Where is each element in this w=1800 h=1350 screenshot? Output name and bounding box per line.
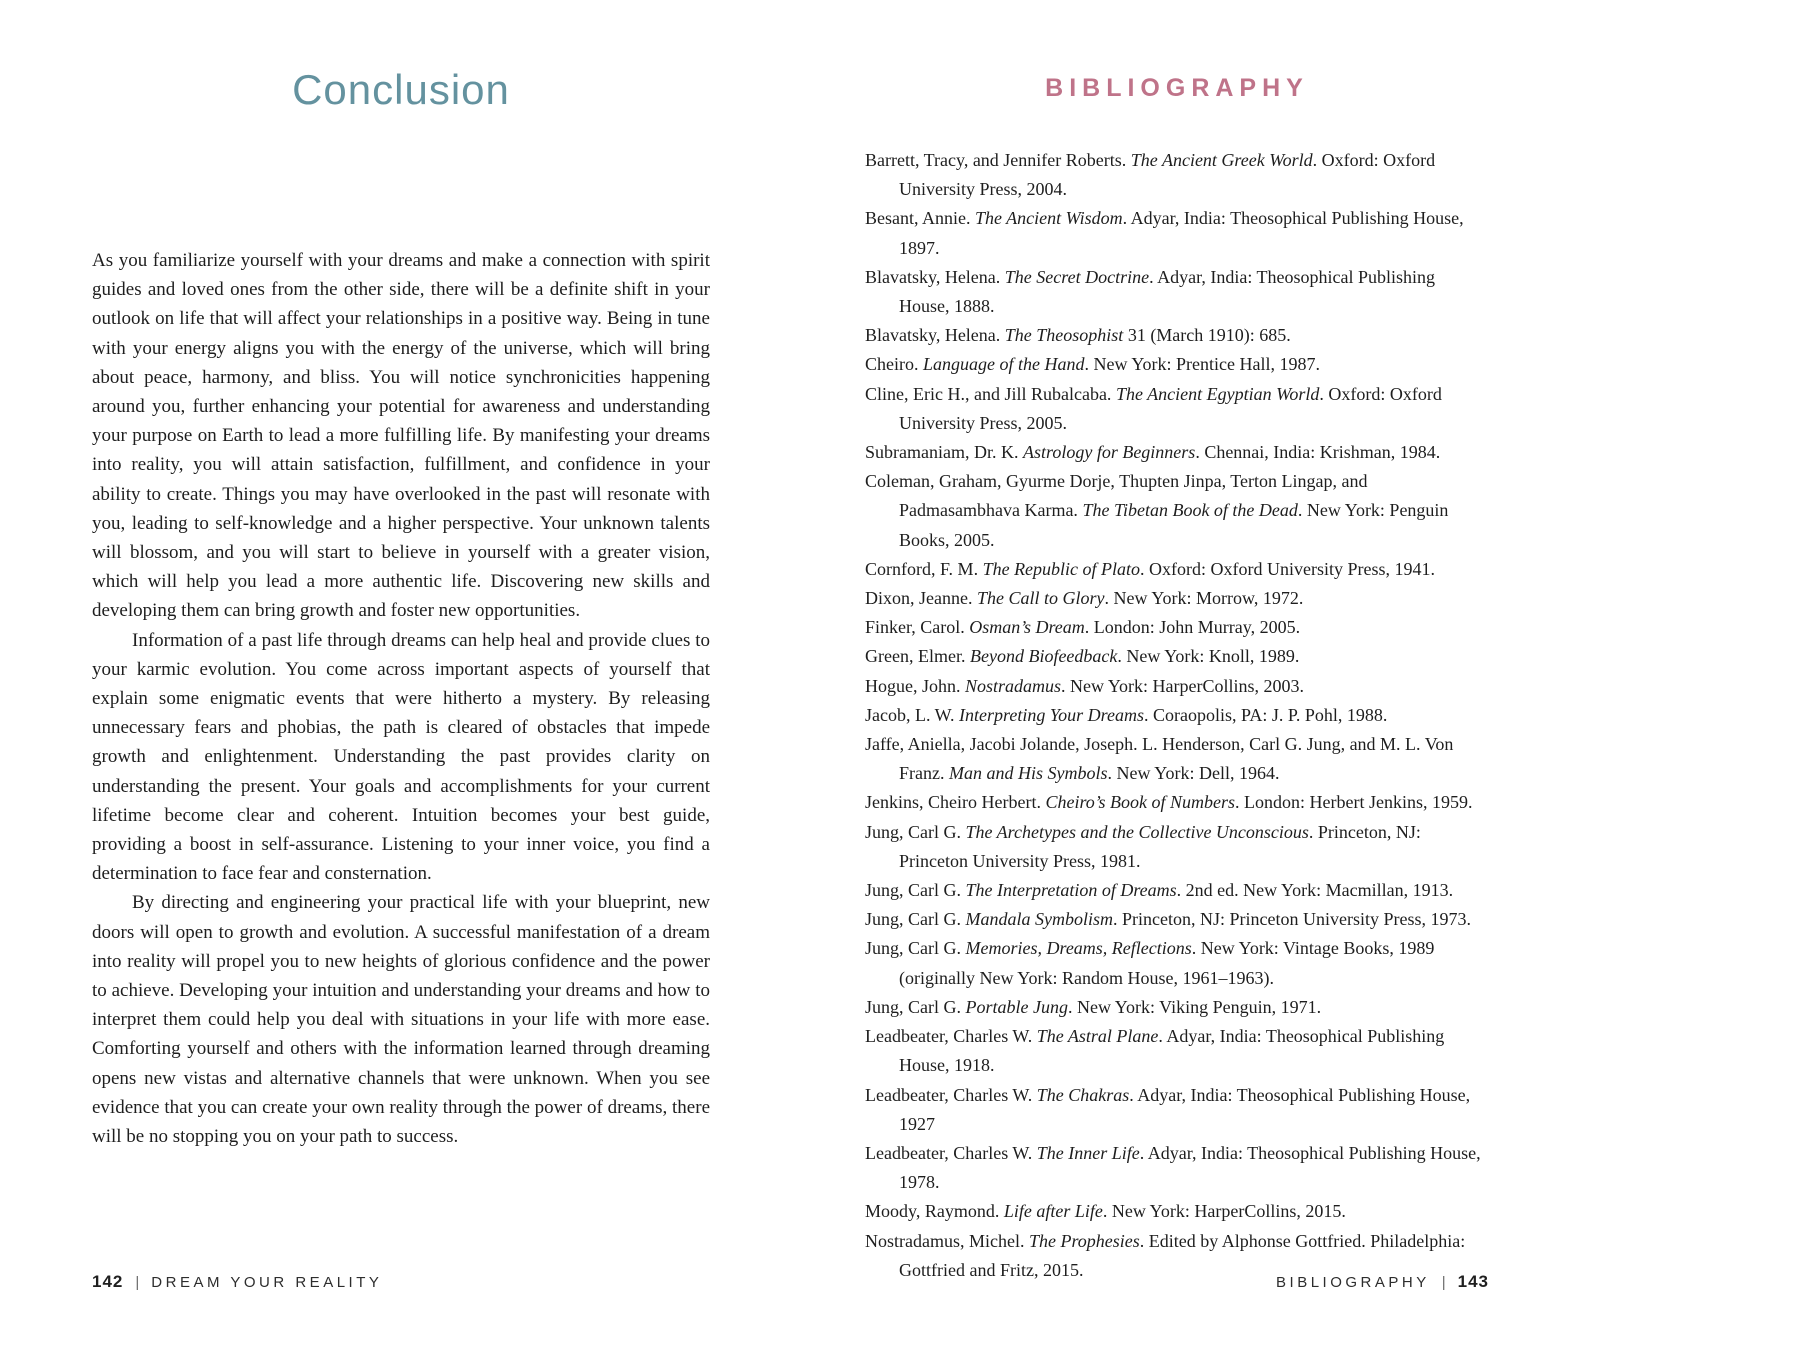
entry-publication: . London: Herbert Jenkins, 1959. <box>1234 792 1473 813</box>
entry-publication: . New York: Morrow, 1972. <box>1104 588 1304 609</box>
page-conclusion <box>92 0 710 1350</box>
entry-publication: . Adyar, India: Theosophical Publishing House, 1897. <box>899 208 1464 258</box>
bibliography-entry <box>865 934 1489 992</box>
bibliography-entry <box>865 672 1489 701</box>
entry-authors: Jung, Carl G. <box>865 880 966 901</box>
entry-title: Portable Jung <box>965 996 1068 1017</box>
entry-title: Mandala Symbolism <box>965 909 1113 930</box>
entry-authors: Barrett, Tracy, and Jennifer Roberts. <box>865 150 1131 170</box>
entry-publication: . London: John Murray, 2005. <box>1084 617 1301 638</box>
entry-title: The Prophesies <box>1028 1230 1140 1251</box>
entry-publication: . New York: Knoll, 1989. <box>1117 646 1300 667</box>
footer-separator: | <box>135 1274 140 1291</box>
bibliography-entry <box>865 905 1489 934</box>
running-title-right: BIBLIOGRAPHY <box>1276 1274 1430 1291</box>
entry-title: Interpreting Your Dreams <box>959 704 1145 725</box>
bibliography-entry <box>865 380 1489 438</box>
entry-publication: . Edited by Alphonse Gottfried. Philadelphia: Gottfried and Fritz, 2015. <box>899 1230 1466 1280</box>
bibliography-heading: BIBLIOGRAPHY <box>1045 74 1309 102</box>
entry-title: The Astral Plane <box>1036 1026 1159 1047</box>
entry-title: The Call to Glory <box>976 588 1105 609</box>
bibliography-entry <box>865 701 1489 730</box>
entry-title: The Republic of Plato <box>982 558 1141 579</box>
entry-publication: . Chennai, India: Krishman, 1984. <box>1195 442 1441 463</box>
entry-publication: . Adyar, India: Theosophical Publishing House, 1927 <box>899 1084 1471 1134</box>
bibliography-entry <box>865 788 1489 817</box>
entry-publication: . Adyar, India: Theosophical Publishing House, 1918. <box>899 1026 1445 1076</box>
bibliography-entry <box>865 876 1489 905</box>
bibliography-entry <box>865 642 1489 671</box>
entry-publication: . New York: HarperCollins, 2003. <box>1061 675 1305 696</box>
entry-authors: Subramaniam, Dr. K. <box>865 442 1023 463</box>
entry-authors: Jung, Carl G. <box>865 821 966 842</box>
entry-authors: Cheiro. <box>865 354 923 375</box>
entry-title: Memories, Dreams, Reflections <box>965 938 1192 959</box>
entry-publication: 31 (March 1910): 685. <box>1123 325 1291 346</box>
entry-authors: Cline, Eric H., and Jill Rubalcaba. <box>865 383 1116 404</box>
entry-title: Man and His Symbols <box>948 763 1108 784</box>
conclusion-body <box>92 246 710 1151</box>
entry-authors: Besant, Annie. <box>865 208 975 229</box>
entry-title: Osman’s Dream <box>969 617 1085 638</box>
entry-title: The Secret Doctrine <box>1004 266 1150 287</box>
bibliography-entry <box>865 584 1489 613</box>
bibliography-entry <box>865 613 1489 642</box>
paragraph: As you familiarize yourself with your dreams and make a connection with spirit guides and loved ones from the other side, there will be a definite shift in your outlook on life that will affect your relationships in a positive way. Being in tune with your energy aligns you with the energy of the universe, which will bring about peace, harmony, and bliss. You will notice synchronicities happening around you, further enhancing your potential for awareness and understanding your purpose on Earth to lead a more fulfilling life. By manifesting your dreams into reality, you will attain satisfaction, fulfillment, and confidence in your ability to create. Things you may have overlooked in the past will resonate with you, leading to self-knowledge and a higher perspective. Your unknown talents will blossom, and you will start to believe in yourself with a greater vision, which will help you lead a more authentic life. Discovering new skills and developing them can bring growth and foster new opportunities. <box>92 250 710 622</box>
entry-title: Astrology for Beginners <box>1022 442 1196 463</box>
page-bibliography <box>865 0 1489 1350</box>
entry-title: The Theosophist <box>1004 325 1124 346</box>
bibliography-entry <box>865 263 1489 321</box>
bibliography-entry <box>865 467 1489 555</box>
entry-authors: Jung, Carl G. <box>865 938 966 959</box>
bibliography-entry <box>865 1139 1489 1197</box>
entry-title: The Ancient Wisdom <box>975 208 1123 229</box>
running-title-left: DREAM YOUR REALITY <box>151 1274 383 1291</box>
entry-title: Life after Life <box>1003 1201 1103 1222</box>
entry-title: The Chakras <box>1036 1084 1130 1105</box>
right-page-footer <box>865 1272 1489 1292</box>
entry-title: Nostradamus <box>965 675 1062 696</box>
entry-authors: Coleman, Graham, Gyurme Dorje, Thupten Jinpa, Terton Lingap, and Padmasambhava Karma. <box>865 471 1368 521</box>
entry-authors: Nostradamus, Michel. <box>865 1230 1029 1251</box>
entry-title: The Archetypes and the Collective Unconscious <box>965 821 1309 842</box>
entry-authors: Jung, Carl G. <box>865 996 966 1017</box>
entry-authors: Jenkins, Cheiro Herbert. <box>865 792 1046 813</box>
entry-title: The Ancient Egyptian World <box>1115 383 1320 404</box>
left-page-footer <box>92 1272 710 1292</box>
entry-publication: . Oxford: Oxford University Press, 2005. <box>899 383 1442 433</box>
chapter-title: Conclusion <box>292 66 510 113</box>
bibliography-list <box>865 146 1489 1285</box>
entry-authors: Leadbeater, Charles W. <box>865 1026 1037 1047</box>
bibliography-entry <box>865 555 1489 584</box>
paragraph: By directing and engineering your practical life with your blueprint, new doors will open to growth and evolution. A successful manifestation of a dream into reality will propel you to new heights of glorious confidence and the power to achieve. Developing your intuition and understanding your dreams and how to interpret them could help you deal with situations in your life with more ease. Comforting yourself and others with the information learned through dreaming opens new vistas and alternative channels that were unknown. When you see evidence that you can create your own reality through the power of dreams, there will be no stopping you on your path to success. <box>92 892 710 1148</box>
entry-title: Language of the Hand <box>923 354 1085 375</box>
entry-authors: Blavatsky, Helena. <box>865 266 1005 287</box>
entry-authors: Dixon, Jeanne. <box>865 588 977 609</box>
entry-publication: . Oxford: Oxford University Press, 2004. <box>899 150 1436 200</box>
bibliography-entry <box>865 993 1489 1022</box>
bibliography-entry <box>865 321 1489 350</box>
footer-separator: | <box>1441 1274 1446 1291</box>
entry-authors: Finker, Carol. <box>865 617 970 638</box>
paragraph: Information of a past life through dreams can help heal and provide clues to your karmic evolution. You come across important aspects of yourself that explain some enigmatic events that were hitherto a mystery. By releasing unnecessary fears and phobias, the path is cleared of obstacles that impede growth and enlightenment. Understanding the past provides clarity on understanding the present. Your goals and accomplishments for your current lifetime become clear and coherent. Intuition becomes your best guide, providing a boost in self-assurance. Listening to your inner voice, you find a determination to face fear and consternation. <box>92 629 710 885</box>
bibliography-entry <box>865 146 1489 204</box>
bibliography-entry <box>865 204 1489 262</box>
entry-publication: . Princeton, NJ: Princeton University Press, 1973. <box>1113 909 1471 930</box>
page-number-right: 143 <box>1457 1272 1489 1291</box>
page-number-left: 142 <box>92 1272 124 1291</box>
bibliography-entry <box>865 350 1489 379</box>
entry-publication: . Princeton, NJ: Princeton University Press, 1981. <box>899 821 1421 871</box>
entry-authors: Cornford, F. M. <box>865 558 983 579</box>
entry-authors: Jung, Carl G. <box>865 909 966 930</box>
entry-title: Beyond Biofeedback <box>969 646 1118 667</box>
entry-authors: Moody, Raymond. <box>865 1201 1004 1222</box>
entry-publication: . Coraopolis, PA: J. P. Pohl, 1988. <box>1144 704 1388 725</box>
entry-publication: . New York: Dell, 1964. <box>1107 763 1280 784</box>
entry-publication: . Oxford: Oxford University Press, 1941. <box>1140 558 1436 579</box>
entry-title: The Ancient Greek World <box>1130 150 1313 170</box>
entry-title: The Interpretation of Dreams <box>965 880 1177 901</box>
entry-authors: Hogue, John. <box>865 675 965 696</box>
entry-authors: Green, Elmer. <box>865 646 970 667</box>
entry-authors: Blavatsky, Helena. <box>865 325 1005 346</box>
entry-publication: . New York: Viking Penguin, 1971. <box>1067 996 1322 1017</box>
bibliography-entry <box>865 1197 1489 1226</box>
entry-publication: . New York: Penguin Books, 2005. <box>899 500 1449 550</box>
entry-title: Cheiro’s Book of Numbers <box>1045 792 1235 813</box>
entry-authors: Jacob, L. W. <box>865 704 959 725</box>
bibliography-entry <box>865 818 1489 876</box>
entry-publication: . New York: Prentice Hall, 1987. <box>1084 354 1320 375</box>
bibliography-entry <box>865 1081 1489 1139</box>
entry-publication: . New York: Vintage Books, 1989 (originally New York: Random House, 1961–1963). <box>899 938 1435 988</box>
entry-authors: Leadbeater, Charles W. <box>865 1084 1037 1105</box>
entry-publication: . Adyar, India: Theosophical Publishing House, 1888. <box>899 266 1436 317</box>
bibliography-entry <box>865 1022 1489 1080</box>
entry-title: The Tibetan Book of the Dead <box>1082 500 1298 521</box>
entry-title: The Inner Life <box>1036 1142 1140 1163</box>
bibliography-entry <box>865 730 1489 788</box>
entry-publication: . Adyar, India: Theosophical Publishing House, 1978. <box>899 1142 1481 1193</box>
entry-authors: Jaffe, Aniella, Jacobi Jolande, Joseph. L. Henderson, Carl G. Jung, and M. L. Von Franz. <box>865 734 1454 784</box>
entry-publication: . 2nd ed. New York: Macmillan, 1913. <box>1176 880 1454 901</box>
entry-publication: . New York: HarperCollins, 2015. <box>1102 1201 1346 1222</box>
bibliography-entry <box>865 438 1489 467</box>
entry-authors: Leadbeater, Charles W. <box>865 1142 1037 1163</box>
